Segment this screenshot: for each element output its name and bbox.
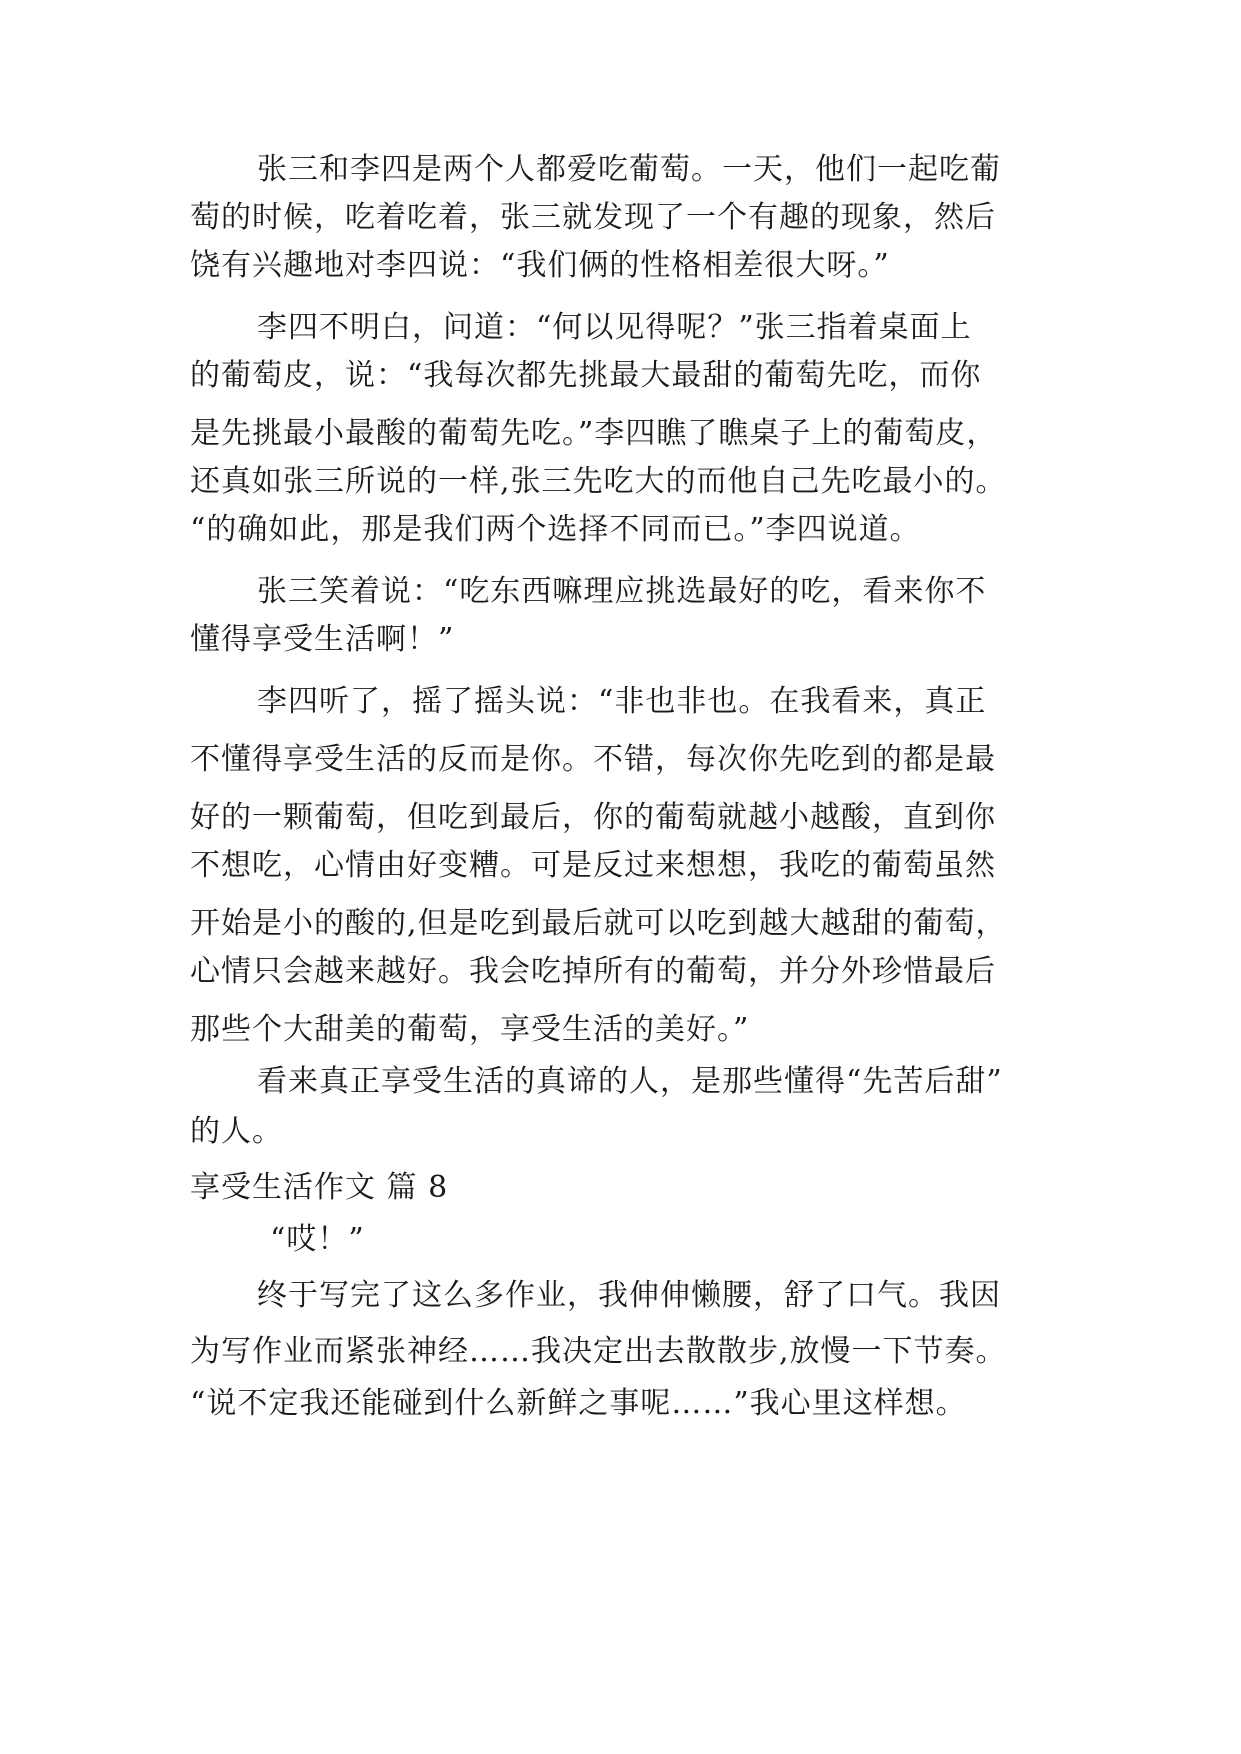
paragraph-line: 看来真正享受生活的真谛的人，是那些懂得“先苦后甜” xyxy=(257,1064,1003,1099)
paragraph-line: 还真如张三所说的一样,张三先吃大的而他自己先吃最小的。 xyxy=(190,464,1007,499)
section-heading: 享受生活作文 篇 8 xyxy=(190,1170,449,1205)
paragraph-line: 为写作业而紧张神经……我决定出去散散步,放慢一下节奏。 xyxy=(190,1334,1007,1369)
paragraph-line: 的人。 xyxy=(190,1114,283,1149)
paragraph-line: 不懂得享受生活的反而是你。不错，每次你先吃到的都是最 xyxy=(190,742,996,777)
paragraph-line: 萄的时候，吃着吃着，张三就发现了一个有趣的现象，然后 xyxy=(190,200,996,235)
paragraph-line: “哎！” xyxy=(270,1222,365,1257)
paragraph-line: 张三笑着说：“吃东西嘛理应挑选最好的吃，看来你不 xyxy=(257,574,987,609)
paragraph-line: 的葡萄皮，说：“我每次都先挑最大最甜的葡萄先吃，而你 xyxy=(190,358,982,393)
paragraph-line: 那些个大甜美的葡萄，享受生活的美好。” xyxy=(190,1012,750,1047)
paragraph-line: “说不定我还能碰到什么新鲜之事呢……”我心里这样想。 xyxy=(190,1386,967,1421)
paragraph-line: 终于写完了这么多作业，我伸伸懒腰，舒了口气。我因 xyxy=(257,1278,1001,1313)
paragraph-line: 开始是小的酸的,但是吃到最后就可以吃到越大越甜的葡萄， xyxy=(190,906,1007,941)
paragraph-line: 是先挑最小最酸的葡萄先吃。”李四瞧了瞧桌子上的葡萄皮， xyxy=(190,416,998,451)
paragraph-line: 好的一颗葡萄，但吃到最后，你的葡萄就越小越酸，直到你 xyxy=(190,800,996,835)
paragraph-line: “的确如此，那是我们两个选择不同而已。”李四说道。 xyxy=(190,512,921,547)
paragraph-line: 懂得享受生活啊！” xyxy=(190,622,455,657)
paragraph-line: 李四不明白，问道：“何以见得呢？”张三指着桌面上 xyxy=(257,310,972,345)
paragraph-line: 李四听了，摇了摇头说：“非也非也。在我看来，真正 xyxy=(257,684,987,719)
paragraph-line: 张三和李四是两个人都爱吃葡萄。一天，他们一起吃葡 xyxy=(257,152,1001,187)
paragraph-line: 饶有兴趣地对李四说：“我们俩的性格相差很大呀。” xyxy=(190,248,890,283)
paragraph-line: 不想吃，心情由好变糟。可是反过来想想，我吃的葡萄虽然 xyxy=(190,848,996,883)
paragraph-line: 心情只会越来越好。我会吃掉所有的葡萄，并分外珍惜最后 xyxy=(190,954,996,989)
